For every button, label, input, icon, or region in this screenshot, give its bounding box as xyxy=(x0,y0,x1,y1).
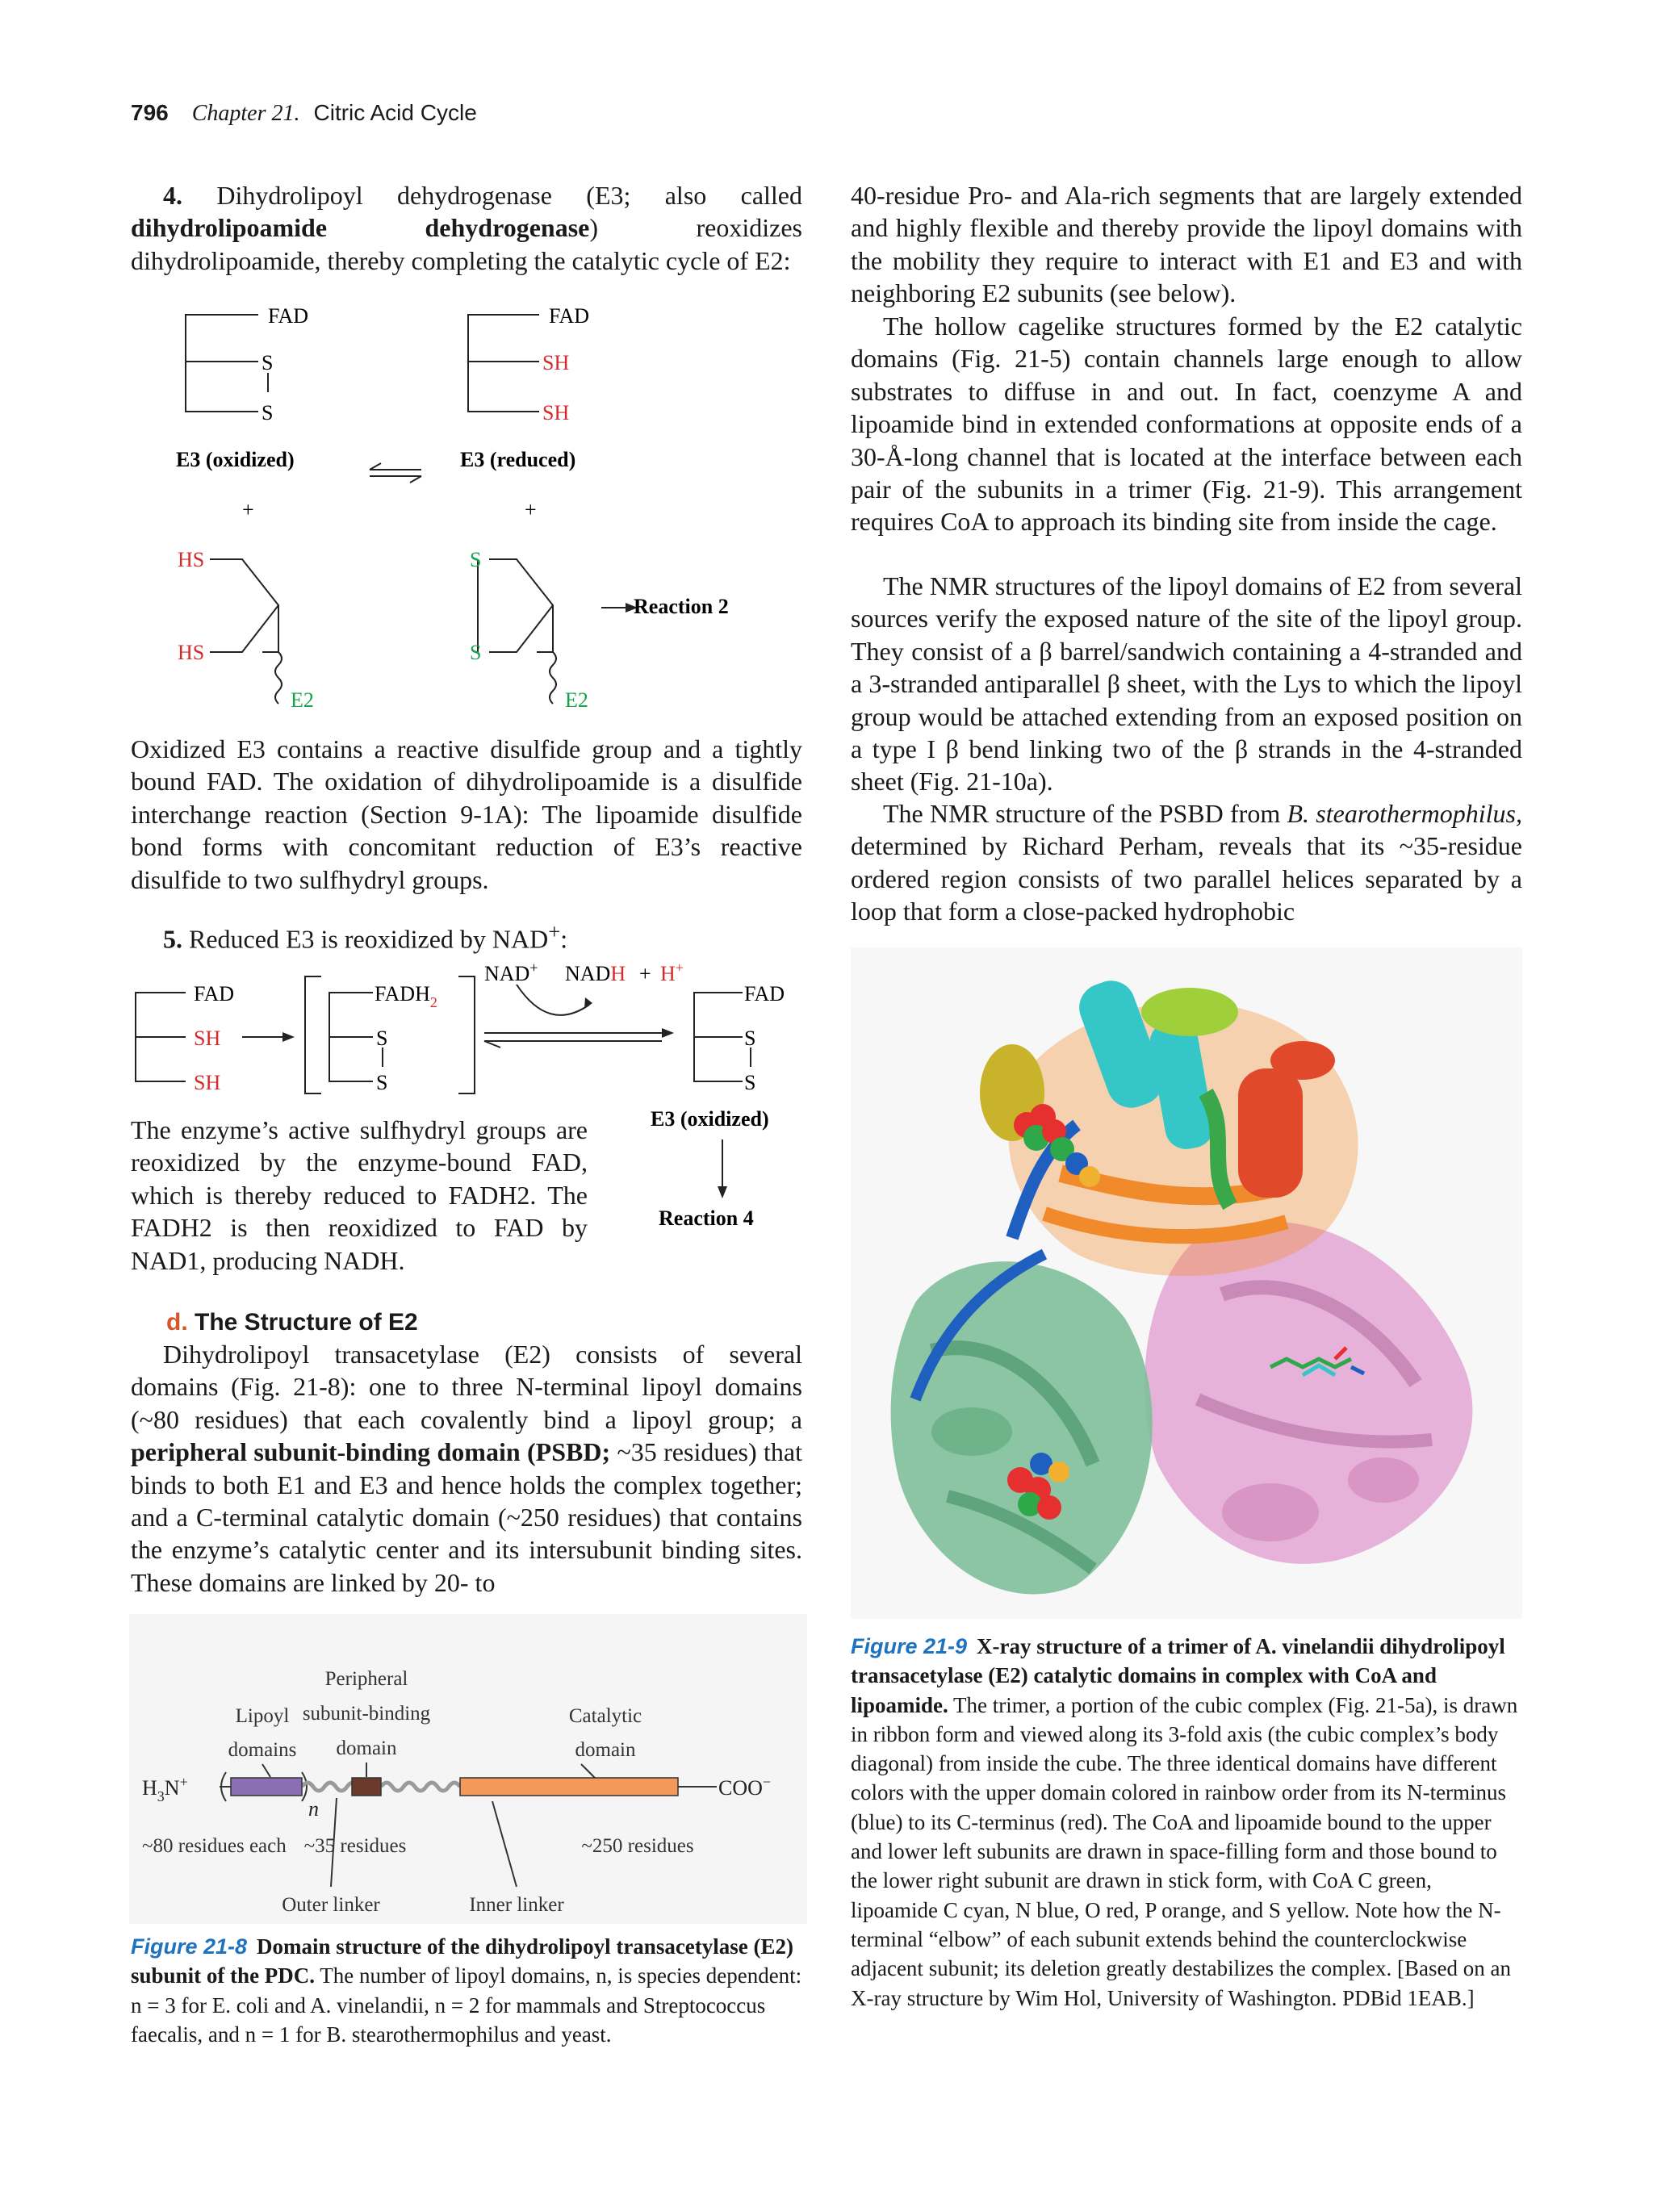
r4-fadh-sub: 2 xyxy=(429,994,437,1010)
f8-label-catalytic: Catalytic xyxy=(568,1705,642,1727)
f8-label-domain: domain xyxy=(336,1737,397,1759)
f8-n-repeat: n xyxy=(308,1797,319,1821)
r4-nadh xyxy=(565,962,626,985)
section-d-bold: peripheral subunit-binding domain (PSBD; xyxy=(131,1437,611,1467)
figure-21-8-label: Figure 21-8 xyxy=(131,1934,248,1959)
r4-fad-right: FAD xyxy=(744,982,785,1006)
r4-sh-left-1: SH xyxy=(194,1027,221,1050)
item-4-number: 4. xyxy=(163,181,182,210)
running-header xyxy=(131,100,477,127)
reaction-2-label: Reaction 2 xyxy=(634,595,729,618)
r2-s-left-2: S xyxy=(262,401,274,424)
figure-21-9-label: Figure 21-9 xyxy=(851,1634,968,1658)
f8-n-sub: 3 xyxy=(157,1788,165,1804)
r2-fad-left: FAD xyxy=(268,304,309,328)
section-d-text-a: Dihydrolipoyl transacetylase (E2) consists of several domains (Fig. 21-8): one to three N-terminal lipoyl domains (~80 residues) that each covalently bind a lipoyl group; a xyxy=(131,1340,802,1434)
item-5-number: 5. xyxy=(163,924,182,954)
right-para-1: 40-residue Pro- and Ala-rich segments that are largely extended and highly flexible and thereby provide the lipoyl domains with the mobility they require to interact with E1 and E3 and with neighboring E2 subunits (see below). xyxy=(851,181,1522,308)
right-para-4-b: determined by Richard Perham, reveals that its ~35-residue ordered region consists of two parallel helices separated by a loop that form a close-packed hydrophobic xyxy=(851,831,1522,926)
chapter-title: Citric Acid Cycle xyxy=(313,100,477,125)
f8-inner-linker: Inner linker xyxy=(469,1894,564,1916)
f8-outer-linker: Outer linker xyxy=(282,1894,380,1916)
r2-hs-top: HS xyxy=(178,548,205,571)
section-d-heading xyxy=(166,1309,418,1336)
figure-21-8-caption-text: The number of lipoyl domains, n, is species dependent: n = 3 for E. coli and A. vinelandii, n = 2 for mammals and Streptococcus faecalis, and n = 1 for B. stearothermophilus and yeast. xyxy=(131,1963,802,2047)
f8-psbd-box xyxy=(352,1778,381,1796)
r4-fadh-text: FADH xyxy=(375,982,430,1006)
f8-n-h: H xyxy=(142,1776,157,1800)
figure-21-8-caption xyxy=(131,1932,802,2049)
f8-label-cdomain: domain xyxy=(575,1739,636,1761)
right-para-2: The hollow cagelike structures formed by the E2 catalytic domains (Fig. 21-5) contain channels large enough to allow substrates to diffuse in and out. In fact, coenzyme A and lipoamide bind in extended conformations at opposite ends of a 30-Å-long channel that is located at the interface between each pair of the subunits in a trimer (Fig. 21-9). This arrangement requires CoA to approach its binding site from inside the cage. xyxy=(851,312,1522,537)
r4-nadh-nad: NAD xyxy=(565,962,611,985)
r2-hs-bottom: HS xyxy=(178,641,205,664)
item-4-text-b: ) reoxidizes dihydrolipoamide, thereby completing the catalytic cycle of E2: xyxy=(131,213,802,275)
r4-s-right-2: S xyxy=(744,1071,756,1094)
reaction-4-label: Reaction 4 xyxy=(659,1206,754,1230)
r4-s-right-1: S xyxy=(744,1027,756,1050)
f8-label-domains: domains xyxy=(228,1739,297,1761)
f8-res35: ~35 residues xyxy=(303,1835,407,1857)
item-4-paragraph xyxy=(131,179,802,277)
r2-s-lipo-bottom: S xyxy=(470,641,482,664)
f8-label-peripheral: Peripheral xyxy=(324,1668,408,1690)
r2-e3-oxidized-label: E3 (oxidized) xyxy=(176,448,295,471)
r2-plus-left: + xyxy=(242,498,254,521)
r4-s-mid-1: S xyxy=(376,1027,388,1050)
section-d-paragraph xyxy=(131,1338,802,1599)
item-4-bold-term: dihydrolipoamide dehydrogenase xyxy=(131,213,590,243)
item-5-end: : xyxy=(560,924,568,954)
r4-nad-sup: + xyxy=(529,960,538,976)
f8-lipoyl-domain-box xyxy=(231,1778,302,1796)
f8-c-sup: − xyxy=(762,1774,772,1790)
f8-n-sup: + xyxy=(179,1774,188,1790)
r2-s-lipo-top: S xyxy=(470,548,482,571)
item-5-text: Reduced E3 is reoxidized by NAD xyxy=(189,924,549,954)
f8-res80: ~80 residues each xyxy=(142,1835,287,1857)
r2-e3-reduced-label: E3 (reduced) xyxy=(460,448,576,471)
section-d-title: The Structure of E2 xyxy=(195,1309,418,1336)
f8-res250: ~250 residues xyxy=(581,1835,694,1857)
r4-nad-plus xyxy=(484,960,538,985)
figure-21-8-diagram xyxy=(129,1614,807,1924)
right-para-4 xyxy=(851,797,1522,928)
section-d-text-b: ~35 residues) that binds to both E1 and E3 and hence holds the complex together; and a C-terminal catalytic domain (~250 residues) that contains the enzyme’s catalytic center and its intersubunit binding sites. These domains are linked by 20- to xyxy=(131,1437,803,1597)
figure-21-8-caption-bold: Domain structure of the dihydrolipoyl transacetylase (E2) subunit of the PDC. xyxy=(131,1934,794,1988)
f8-label-lipoyl: Lipoyl xyxy=(235,1705,290,1727)
figure-21-9-structure-image xyxy=(851,947,1522,1619)
r4-fad-left: FAD xyxy=(194,982,235,1006)
r4-e3-oxidized: E3 (oxidized) xyxy=(651,1107,769,1131)
f8-c-terminus xyxy=(718,1774,771,1800)
r2-s-left-1: S xyxy=(262,351,274,374)
r4-fadh2 xyxy=(375,982,437,1010)
r4-sh-left-2: SH xyxy=(194,1071,221,1094)
chapter-number: Chapter 21. xyxy=(191,101,300,126)
item-4-text-a: Dihydrolipoyl dehydrogenase (E3; also called xyxy=(216,181,802,210)
r2-e2-right: E2 xyxy=(565,688,588,712)
reaction-2-diagram xyxy=(129,291,807,726)
f8-n-terminus xyxy=(142,1774,188,1804)
figure-21-9-caption xyxy=(851,1632,1522,2013)
right-para-4-a: The NMR structure of the PSBD from xyxy=(883,799,1287,828)
f8-n-n: N xyxy=(164,1776,180,1800)
r4-h-plus xyxy=(660,960,684,985)
f8-inner-linker-wave xyxy=(381,1783,460,1791)
f8-c-coo: COO xyxy=(718,1776,763,1800)
r4-nadh-h: H xyxy=(610,962,626,985)
item-5-sup: + xyxy=(548,919,561,943)
r4-plus-sign: + xyxy=(639,962,651,985)
f8-catalytic-domain-box xyxy=(460,1778,678,1796)
sulfhydryl-paragraph: The enzyme’s active sulfhydryl groups are reoxidized by the enzyme-bound FAD, which is thereby reduced to FADH2. The FADH2 is then reoxidized to FAD by NAD1, producing NADH. xyxy=(131,1115,588,1275)
r4-nad-text: NAD xyxy=(484,962,530,985)
right-para-4-italic: B. stearothermophilus, xyxy=(1287,799,1523,828)
right-para-3: The NMR structures of the lipoyl domains of E2 from several sources verify the exposed nature of the site of the lipoyl group. They consist of a β barrel/sandwich containing a 4-stranded and a 3-stranded antiparallel β sheet, with the Lys to which the lipoyl group would be attached extending from an exposed position on a type I β bend linking two of the β strands in the 4-stranded sheet (Fig. 21-10a). xyxy=(851,571,1522,797)
r2-fad-right: FAD xyxy=(549,304,590,328)
page-number: 796 xyxy=(131,100,169,125)
r4-h-text: H xyxy=(660,962,676,985)
r2-e2-left: E2 xyxy=(291,688,314,712)
r2-sh-right-2: SH xyxy=(542,401,570,424)
figure-21-9-caption-bold: X-ray structure of a trimer of A. vinelandii dihydrolipoyl transacetylase (E2) catalytic domains in complex with CoA and lipoamide. xyxy=(851,1634,1505,1717)
figure-21-9-caption-text: The trimer, a portion of the cubic complex (Fig. 21-5a), is drawn in ribbon form and viewed along its 3-fold axis (the cubic complex’s body diagonal) from inside the cube. The three identical domains have different colors with the upper domain colored in rainbow order from its N-terminus (blue) to its C-terminus (red). The CoA and lipoamide bound to the upper and lower left subunits are drawn in space-filling form and those bound to the lower right subunit are drawn in stick form, with CoA C green, lipoamide C cyan, N blue, O red, P orange, and S yellow. Note how the N-terminal “elbow” of each subunit extends behind the counterclockwise adjacent subunit; its deletion greatly destabilizes the complex. [Based on an X-ray structure by Wim Hol, University of Washington. PDBid 1EAB.] xyxy=(851,1692,1518,2010)
r4-h-sup: + xyxy=(675,960,684,976)
section-d-number: d. xyxy=(166,1309,188,1336)
r2-sh-right-1: SH xyxy=(542,351,570,374)
f8-label-subunit: subunit-binding xyxy=(302,1703,431,1725)
r4-s-mid-2: S xyxy=(376,1071,388,1094)
oxidized-e3-paragraph: Oxidized E3 contains a reactive disulfide group and a tightly bound FAD. The oxidation of dihydrolipoamide is a disulfide interchange reaction (Section 9-1A): The lipoamide disulfide bond forms with concomitant reduction of E3’s reactive disulfide to two sulfhydryl groups. xyxy=(131,734,802,894)
r2-plus-right: + xyxy=(525,498,537,521)
item-5-paragraph xyxy=(131,915,802,955)
